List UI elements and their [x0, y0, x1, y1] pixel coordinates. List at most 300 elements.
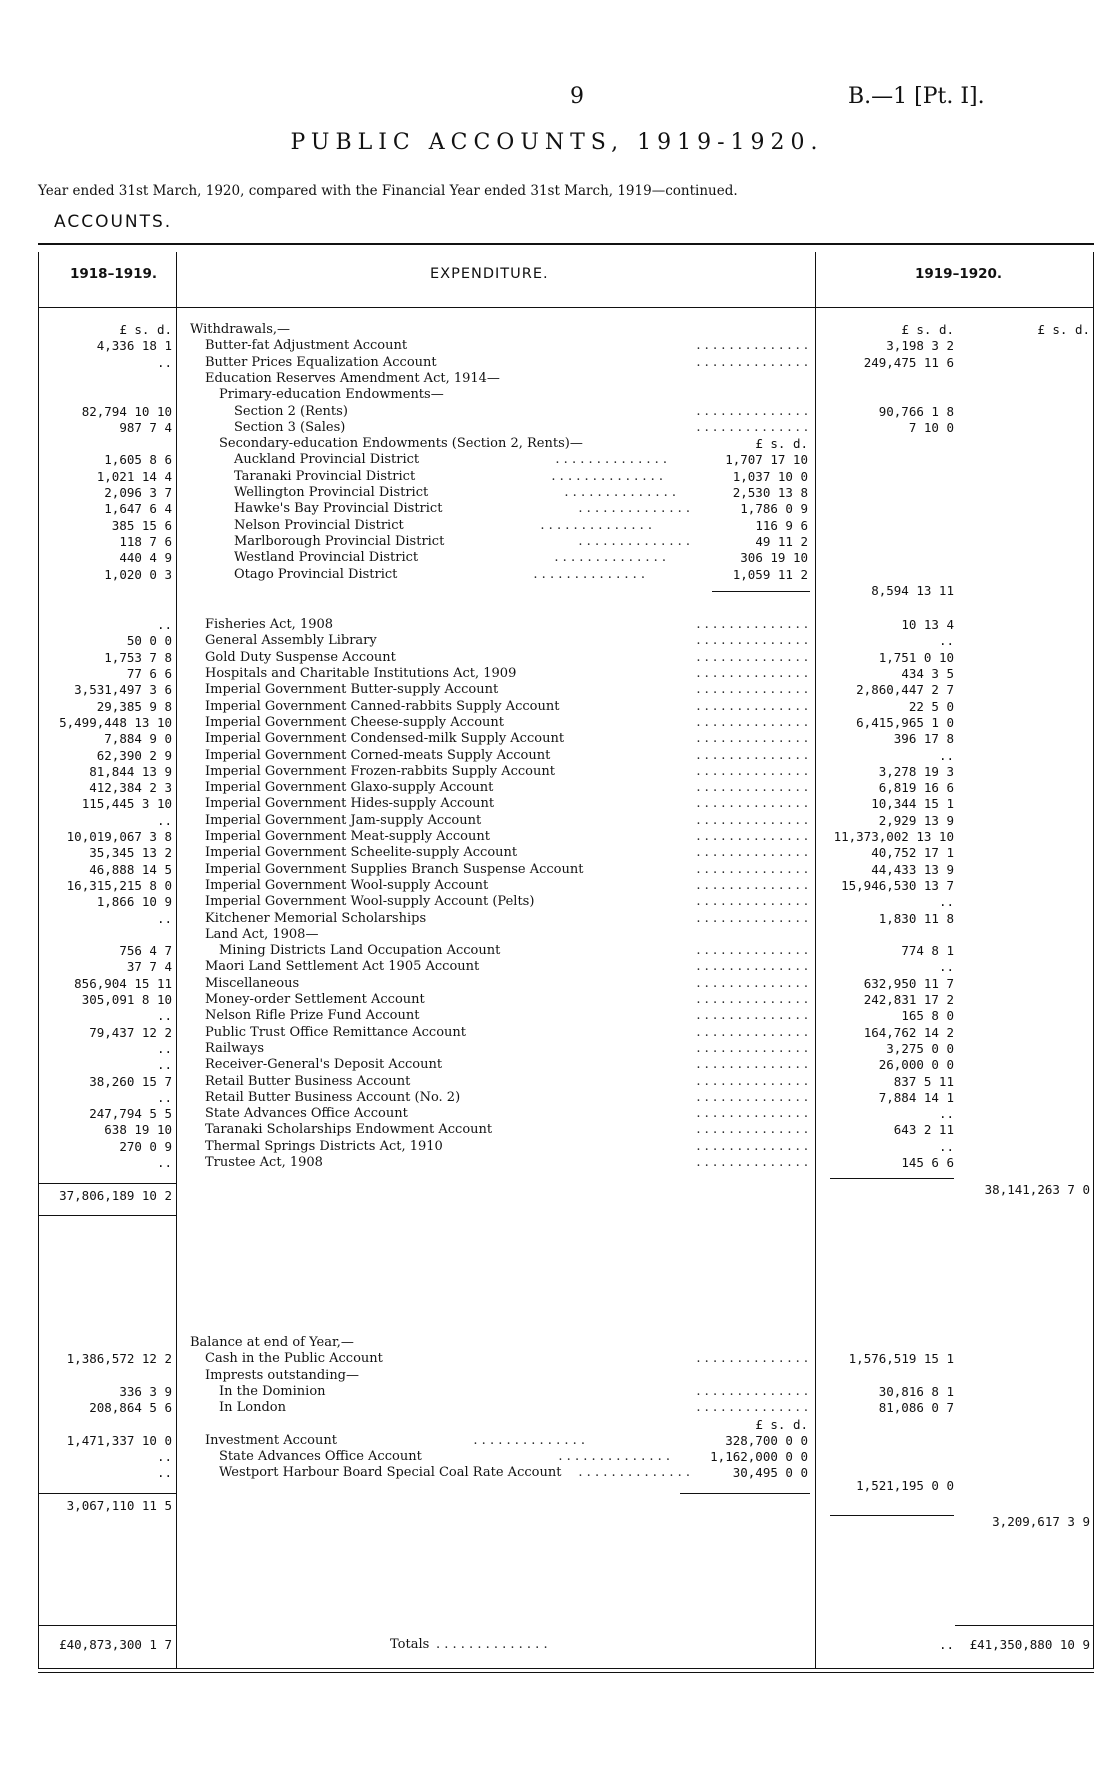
- amount-1918-1919: 81,844 13 9: [89, 763, 172, 779]
- amount-1919-1920: 774 8 1: [901, 943, 954, 959]
- amount-1918-1919: 856,904 15 11: [74, 975, 172, 991]
- withdrawals-total-row: [0, 1182, 1114, 1204]
- amount-1918-1919: 77 6 6: [126, 666, 172, 681]
- account-description: Taranaki Scholarships Endowment Account: [205, 1122, 493, 1138]
- sub-amount: 2,530 13 8: [732, 485, 808, 500]
- table-row: [0, 862, 1114, 878]
- table-row: [0, 878, 1114, 894]
- amount-1918-1919: 1,020 0 3: [104, 566, 172, 582]
- dot-leader: . . . . . . . . . . . . . .: [696, 845, 808, 861]
- amount-1918-1919: 115,445 3 10: [81, 796, 172, 812]
- amount-1919-1920: 3,275 0 0: [886, 1040, 954, 1056]
- amount-1918-1919: 1,647 6 4: [104, 501, 172, 517]
- dot-leader: . . . . . . . . . . . . . .: [696, 910, 808, 926]
- dot-leader: . . . . . . . . . . . . . .: [696, 617, 808, 633]
- account-description: Gold Duty Suspense Account: [205, 649, 396, 665]
- grand-total-1919-1920: £41,350,880 10 9: [969, 1637, 1090, 1652]
- table-row: [0, 813, 1114, 829]
- dot-leader: . . . . . . . . . . . . . .: [696, 714, 808, 730]
- amount-1919-1920: 10 13 4: [901, 617, 954, 633]
- amount-1919-1920: 90,766 1 8: [878, 403, 954, 419]
- table-row: [0, 1041, 1114, 1057]
- page-title: PUBLIC ACCOUNTS, 1919-1920.: [290, 130, 824, 155]
- table-row: [0, 387, 1114, 403]
- amount-1919-1920: 434 3 5: [901, 666, 954, 681]
- dot-leader: . . . . . . . . . . . . . .: [696, 666, 808, 681]
- table-row: [0, 1384, 1114, 1400]
- table-row: [0, 1368, 1114, 1384]
- table-row: [0, 617, 1114, 633]
- table-row: [0, 420, 1114, 436]
- subtotal-rule-secondary: [712, 591, 810, 592]
- amount-1919-1920: ..: [938, 747, 954, 763]
- account-description: Railways: [205, 1040, 265, 1056]
- account-description: Imperial Government Condensed-milk Supply Account: [205, 731, 565, 747]
- amount-1919-1920: 11,373,002 13 10: [833, 829, 954, 844]
- amount-1918-1919: 46,888 14 5: [89, 861, 172, 877]
- account-description: Retail Butter Business Account: [205, 1073, 411, 1089]
- table-row: [0, 601, 1114, 617]
- amount-1919-1920: 1,576,519 15 1: [848, 1351, 954, 1367]
- table-row: [0, 1417, 1114, 1433]
- account-description: Nelson Provincial District: [234, 517, 404, 533]
- amount-1919-1920: 396 17 8: [893, 731, 954, 747]
- column-header-1919-1920: 1919–1920.: [915, 266, 1003, 282]
- dot-leader: . . . . . . . . . . . . . .: [696, 1073, 808, 1089]
- grand-total-1918-1919: £40,873,300 1 7: [59, 1637, 172, 1652]
- account-description: Primary-education Endowments—: [219, 387, 444, 403]
- account-description: Butter Prices Equalization Account: [205, 354, 437, 370]
- table-row: [0, 534, 1114, 550]
- table-bottom-rule: [38, 1668, 1094, 1669]
- dot-leader: . . . . . . . . . . . . . .: [696, 992, 808, 1007]
- amount-1919-1920: 40,752 17 1: [871, 845, 954, 861]
- amount-1919-1920: 249,475 11 6: [863, 354, 954, 370]
- table-row: [0, 518, 1114, 534]
- amount-1918-1919: 82,794 10 10: [81, 403, 172, 419]
- amount-1918-1919: ..: [156, 617, 172, 633]
- amount-1919-1920: 7,884 14 1: [878, 1089, 954, 1105]
- dot-leader: . . . . . . . . . . . . . .: [578, 501, 690, 517]
- table-row: [0, 1139, 1114, 1155]
- amount-1919-1920: 165 8 0: [901, 1008, 954, 1024]
- dot-leader: . . . . . . . . . . . . . .: [696, 1089, 808, 1105]
- amount-1919-1920: 1,830 11 8: [878, 910, 954, 926]
- table-bottom-rule-double: [38, 1672, 1094, 1673]
- subtotal-rule-withdrawals-item: [830, 1178, 954, 1179]
- amount-1919-1920: 242,831 17 2: [863, 992, 954, 1007]
- amount-1918-1919: 638 19 10: [104, 1122, 172, 1138]
- account-description: Imperial Government Cheese-supply Account: [205, 714, 505, 730]
- table-row: [0, 338, 1114, 354]
- amount-1918-1919: 270 0 9: [119, 1138, 172, 1154]
- dot-leader: . . . . . . . . . . . . . .: [696, 682, 808, 698]
- amount-1918-1919: 385 15 6: [111, 517, 172, 533]
- account-description: Westland Provincial District: [234, 550, 419, 566]
- amount-1918-1919: 1,471,337 10 0: [66, 1432, 172, 1448]
- amount-1918-1919: 1,021 14 4: [96, 468, 172, 484]
- amount-1918-1919: 1,605 8 6: [104, 452, 172, 468]
- table-row: [0, 469, 1114, 485]
- account-description: Land Act, 1908—: [205, 926, 319, 942]
- sub-amount: £ s. d.: [755, 436, 808, 452]
- account-description: Imperial Government Hides-supply Account: [205, 796, 495, 812]
- dot-leader: . . . . . . . . . . . . . .: [554, 550, 666, 566]
- account-description: Trustee Act, 1908: [205, 1155, 323, 1170]
- amount-1918-1919: 987 7 4: [119, 419, 172, 435]
- dot-leader: . . . . . . . . . . . . . .: [696, 861, 808, 877]
- table-row: [0, 731, 1114, 747]
- table-row: [0, 992, 1114, 1008]
- account-description: Imperial Government Wool-supply Account (Pelts): [205, 894, 535, 910]
- amount-1918-1919: 37 7 4: [126, 959, 172, 975]
- dot-leader: . . . . . . . . . . . . . .: [696, 1106, 808, 1122]
- account-description: Imperial Government Jam-supply Account: [205, 812, 482, 828]
- table-row: [0, 666, 1114, 682]
- dot-leader: . . . . . . . . . . . . . .: [696, 403, 808, 419]
- account-description: Imperial Government Butter-supply Account: [205, 682, 499, 698]
- investment-total: 1,521,195 0 0: [856, 1478, 954, 1493]
- table-row: [0, 927, 1114, 943]
- amount-1918-1919: 2,096 3 7: [104, 485, 172, 500]
- dot-leader: . . . . . . . . . . . . . .: [696, 829, 808, 844]
- amount-1919-1920: ..: [938, 959, 954, 975]
- amount-1918-1919: 412,384 2 3: [89, 780, 172, 796]
- amount-1918-1919: 756 4 7: [119, 943, 172, 959]
- sub-amount: 1,786 0 9: [740, 501, 808, 517]
- dot-leader: . . . . . . . . . . . . . .: [555, 452, 667, 468]
- account-description: Education Reserves Amendment Act, 1914—: [205, 370, 500, 386]
- dot-leader: . . . . . . . . . . . . . .: [578, 533, 690, 549]
- dot-leader: . . . . . . . . . . . . . .: [696, 763, 808, 779]
- dot-leader: . . . . . . . . . . . . . .: [558, 1449, 670, 1465]
- account-description: Thermal Springs Districts Act, 1910: [205, 1138, 443, 1154]
- amount-1919-1920: ..: [938, 1106, 954, 1122]
- table-row: [0, 322, 1114, 338]
- account-description: Imprests outstanding—: [205, 1367, 360, 1383]
- table-row: [0, 485, 1114, 501]
- table-row: [0, 715, 1114, 731]
- amount-1918-1919: 4,336 18 1: [96, 338, 172, 354]
- dot-leader: . . . . . . . . . . . . . .: [696, 698, 808, 714]
- account-description: Hospitals and Charitable Institutions Act, 1909: [205, 666, 517, 681]
- table-row: [0, 1074, 1114, 1090]
- amount-1919-1920: 164,762 14 2: [863, 1024, 954, 1040]
- amount-1918-1919: 16,315,215 8 0: [66, 877, 172, 893]
- amount-1918-1919: 305,091 8 10: [81, 992, 172, 1007]
- sub-amount: 1,059 11 2: [732, 566, 808, 582]
- dot-leader: . . . . . . . . . . . . . .: [551, 468, 663, 484]
- column-header-1918-1919: 1918–1919.: [70, 266, 158, 282]
- dot-leader: . . . . . . . . . . . . . .: [696, 1383, 808, 1399]
- dot-leader: . . . . . . . . . . . . . .: [696, 1122, 808, 1138]
- amount-1918-1919: 35,345 13 2: [89, 845, 172, 861]
- dot-leader: . . . . . . . . . . . . . .: [696, 780, 808, 796]
- account-description: Imperial Government Meat-supply Account: [205, 829, 490, 844]
- page-number: 9: [570, 84, 584, 109]
- table-row: [0, 1025, 1114, 1041]
- sub-amount: 30,495 0 0: [732, 1465, 808, 1481]
- table-row: [0, 1400, 1114, 1416]
- account-description: State Advances Office Account: [219, 1449, 422, 1465]
- sub-amount: 1,707 17 10: [725, 452, 808, 468]
- table-row: [0, 452, 1114, 468]
- account-description: Imperial Government Corned-meats Supply Account: [205, 747, 551, 763]
- table-top-rule: [38, 243, 1094, 245]
- amount-1918-1919: ..: [156, 1057, 172, 1073]
- account-description: Imperial Government Frozen-rabbits Supply Account: [205, 763, 555, 779]
- table-row: [0, 1433, 1114, 1449]
- amount-1919-1920: 30,816 8 1: [878, 1383, 954, 1399]
- dot-leader: . . . . . . . . . . . . . .: [696, 1057, 808, 1073]
- account-description: In the Dominion: [219, 1383, 326, 1399]
- grand-total-label: Totals: [390, 1637, 430, 1652]
- amount-1918-1919: ..: [156, 354, 172, 370]
- account-description: Westport Harbour Board Special Coal Rate Account: [219, 1465, 562, 1481]
- table-row: [0, 404, 1114, 420]
- account-description: General Assembly Library: [205, 633, 377, 649]
- account-description: Butter-fat Adjustment Account: [205, 338, 408, 354]
- withdrawals-total-1918-1919: 37,806,189 10 2: [59, 1188, 172, 1203]
- grand-total-dot-leader: . . . . . . . . . . . . . .: [436, 1637, 548, 1652]
- amount-1919-1920: 1,751 0 10: [878, 649, 954, 665]
- table-row: [0, 436, 1114, 452]
- dot-leader: . . . . . . . . . . . . . .: [696, 1008, 808, 1024]
- dot-leader: . . . . . . . . . . . . . .: [533, 566, 645, 582]
- table-row: [0, 633, 1114, 649]
- amount-1919-1920: 3,278 19 3: [878, 763, 954, 779]
- amount-1918-1919: 62,390 2 9: [96, 747, 172, 763]
- account-description: In London: [219, 1400, 286, 1416]
- table-row: [0, 976, 1114, 992]
- amount-1919-1920: ..: [938, 1138, 954, 1154]
- amount-1919-1920: 837 5 11: [893, 1073, 954, 1089]
- amount-1919-1920: 8,594 13 11: [871, 582, 954, 598]
- account-description: Fisheries Act, 1908: [205, 617, 334, 633]
- table-row: [0, 682, 1114, 698]
- account-description: Balance at end of Year,—: [190, 1335, 354, 1350]
- dot-leader: . . . . . . . . . . . . . .: [696, 1400, 808, 1416]
- table-row: [0, 1449, 1114, 1465]
- amount-1919-1920: 632,950 11 7: [863, 975, 954, 991]
- dot-leader: . . . . . . . . . . . . . .: [473, 1432, 585, 1448]
- amount-1918-1919: 79,437 12 2: [89, 1024, 172, 1040]
- sub-amount: 328,700 0 0: [725, 1432, 808, 1448]
- amount-1918-1919: 336 3 9: [119, 1383, 172, 1399]
- dot-leader: . . . . . . . . . . . . . .: [696, 354, 808, 370]
- subtotal-rule-withdrawals-prev: [38, 1183, 176, 1184]
- grand-total-row: [0, 1637, 1114, 1653]
- amount-1918-1919: 208,864 5 6: [89, 1400, 172, 1416]
- dot-leader: . . . . . . . . . . . . . .: [696, 731, 808, 747]
- account-description: Hawke's Bay Provincial District: [234, 501, 443, 517]
- sub-amount: £ s. d.: [755, 1416, 808, 1432]
- dot-leader: . . . . . . . . . . . . . .: [696, 1351, 808, 1367]
- table-row: [0, 1122, 1114, 1138]
- account-description: Public Trust Office Remittance Account: [205, 1024, 467, 1040]
- subtotal-rule-grand-prev: [38, 1625, 176, 1626]
- table-row: [0, 764, 1114, 780]
- grand-total-item: ..: [938, 1637, 954, 1652]
- amount-1919-1920: ..: [938, 894, 954, 910]
- account-description: Section 2 (Rents): [234, 403, 348, 419]
- account-description: Investment Account: [205, 1432, 337, 1448]
- account-description: Cash in the Public Account: [205, 1351, 383, 1367]
- balance-total-row: [0, 1498, 1114, 1529]
- amount-1918-1919: 7,884 9 0: [104, 731, 172, 747]
- sub-amount: 116 9 6: [755, 517, 808, 533]
- account-description: Miscellaneous: [205, 975, 300, 991]
- amount-1918-1919: 440 4 9: [119, 550, 172, 566]
- table-row: [0, 748, 1114, 764]
- amount-1918-1919: ..: [156, 1449, 172, 1465]
- table-row: [0, 550, 1114, 566]
- account-description: Maori Land Settlement Act 1905 Account: [205, 959, 480, 975]
- amount-1918-1919: 1,386,572 12 2: [66, 1351, 172, 1367]
- total-1919-1920: £ s. d.: [1037, 322, 1090, 337]
- amount-1919-1920: 15,946,530 13 7: [841, 877, 954, 893]
- account-description: Taranaki Provincial District: [234, 468, 416, 484]
- amount-1918-1919: 247,794 5 5: [89, 1106, 172, 1122]
- subtotal-rule-grand-tot: [955, 1625, 1093, 1626]
- amount-1918-1919: 5,499,448 13 10: [59, 714, 172, 730]
- sub-amount: 306 19 10: [740, 550, 808, 566]
- table-row: [0, 780, 1114, 796]
- dot-leader: . . . . . . . . . . . . . .: [696, 975, 808, 991]
- account-description: Nelson Rifle Prize Fund Account: [205, 1008, 420, 1024]
- amount-1918-1919: ..: [156, 1089, 172, 1105]
- table-row: [0, 1351, 1114, 1367]
- amount-1918-1919: ..: [156, 812, 172, 828]
- dot-leader: . . . . . . . . . . . . . .: [696, 894, 808, 910]
- account-description: Retail Butter Business Account (No. 2): [205, 1089, 461, 1105]
- account-description: Imperial Government Scheelite-supply Account: [205, 845, 518, 861]
- dot-leader: . . . . . . . . . . . . . .: [578, 1465, 690, 1481]
- withdrawals-total-1919-1920: 38,141,263 7 0: [984, 1182, 1090, 1197]
- section-heading: ACCOUNTS.: [54, 212, 173, 232]
- table-row: [0, 959, 1114, 975]
- table-row: [0, 567, 1114, 583]
- subtotal-rule-withdrawals-prev-2: [38, 1215, 176, 1216]
- table-row: [0, 583, 1114, 599]
- table-row: [0, 1155, 1114, 1171]
- amount-1918-1919: 118 7 6: [119, 533, 172, 549]
- amount-1919-1920: 145 6 6: [901, 1155, 954, 1170]
- table-row: [0, 894, 1114, 910]
- sub-amount: 1,162,000 0 0: [710, 1449, 808, 1465]
- amount-1919-1920: 22 5 0: [908, 698, 954, 714]
- dot-leader: . . . . . . . . . . . . . .: [696, 943, 808, 959]
- amount-1918-1919: 38,260 15 7: [89, 1073, 172, 1089]
- table-row: [0, 1335, 1114, 1351]
- dot-leader: . . . . . . . . . . . . . .: [540, 517, 652, 533]
- table-row: [0, 845, 1114, 861]
- sub-amount: 49 11 2: [755, 533, 808, 549]
- dot-leader: . . . . . . . . . . . . . .: [696, 1138, 808, 1154]
- amount-1918-1919: ..: [156, 1040, 172, 1056]
- amount-1918-1919: 29,385 9 8: [96, 698, 172, 714]
- account-description: Money-order Settlement Account: [205, 992, 425, 1007]
- dot-leader: . . . . . . . . . . . . . .: [696, 877, 808, 893]
- investment-total-row: [0, 1478, 1114, 1494]
- amount-1918-1919: ..: [156, 910, 172, 926]
- column-header-expenditure: EXPENDITURE.: [430, 266, 549, 282]
- dot-leader: . . . . . . . . . . . . . .: [696, 338, 808, 354]
- amount-1919-1920: 81,086 0 7: [878, 1400, 954, 1416]
- dot-leader: . . . . . . . . . . . . . .: [564, 485, 676, 500]
- table-row: [0, 1090, 1114, 1106]
- document-reference: B.—1 [Pt. I].: [848, 84, 985, 109]
- amount-1918-1919: ..: [156, 1465, 172, 1481]
- amount-1919-1920: 643 2 11: [893, 1122, 954, 1138]
- page-subtitle: Year ended 31st March, 1920, compared with the Financial Year ended 31st March, 1919—continued.: [38, 183, 738, 199]
- account-description: Withdrawals,—: [190, 322, 291, 337]
- account-description: Imperial Government Supplies Branch Suspense Account: [205, 861, 584, 877]
- table-row: [0, 650, 1114, 666]
- dot-leader: . . . . . . . . . . . . . .: [696, 1155, 808, 1170]
- account-description: Receiver-General's Deposit Account: [205, 1057, 443, 1073]
- amount-1918-1919: £ s. d.: [119, 322, 172, 337]
- subtotal-rule-balance-item: [830, 1515, 954, 1516]
- dot-leader: . . . . . . . . . . . . . .: [696, 1040, 808, 1056]
- sub-amount: 1,037 10 0: [732, 468, 808, 484]
- amount-1919-1920: 44,433 13 9: [871, 861, 954, 877]
- dot-leader: . . . . . . . . . . . . . .: [696, 959, 808, 975]
- amount-1919-1920: 7 10 0: [908, 419, 954, 435]
- amount-1919-1920: 6,819 16 6: [878, 780, 954, 796]
- table-row: [0, 829, 1114, 845]
- account-description: Otago Provincial District: [234, 566, 398, 582]
- account-description: Wellington Provincial District: [234, 485, 429, 500]
- account-description: Kitchener Memorial Scholarships: [205, 910, 427, 926]
- account-description: Mining Districts Land Occupation Account: [219, 943, 501, 959]
- balance-total-1919-1920: 3,209,617 3 9: [992, 1514, 1090, 1529]
- table-row: [0, 699, 1114, 715]
- table-row: [0, 355, 1114, 371]
- account-description: Section 3 (Sales): [234, 419, 346, 435]
- amount-1918-1919: 10,019,067 3 8: [66, 829, 172, 844]
- amount-1918-1919: 50 0 0: [126, 633, 172, 649]
- amount-1919-1920: £ s. d.: [901, 322, 954, 337]
- table-row: [0, 1057, 1114, 1073]
- table-header-rule: [38, 307, 1094, 308]
- amount-1919-1920: 2,929 13 9: [878, 812, 954, 828]
- amount-1918-1919: 1,753 7 8: [104, 649, 172, 665]
- amount-1919-1920: ..: [938, 633, 954, 649]
- table-row: [0, 796, 1114, 812]
- dot-leader: . . . . . . . . . . . . . .: [696, 796, 808, 812]
- account-description: Imperial Government Wool-supply Account: [205, 877, 489, 893]
- table-row: [0, 1106, 1114, 1122]
- dot-leader: . . . . . . . . . . . . . .: [696, 649, 808, 665]
- amount-1919-1920: 6,415,965 1 0: [856, 714, 954, 730]
- dot-leader: . . . . . . . . . . . . . .: [696, 812, 808, 828]
- amount-1918-1919: ..: [156, 1008, 172, 1024]
- amount-1918-1919: ..: [156, 1155, 172, 1170]
- amount-1919-1920: 3,198 3 2: [886, 338, 954, 354]
- account-description: State Advances Office Account: [205, 1106, 408, 1122]
- table-row: [0, 371, 1114, 387]
- amount-1919-1920: 26,000 0 0: [878, 1057, 954, 1073]
- table-row: [0, 943, 1114, 959]
- amount-1918-1919: 3,531,497 3 6: [74, 682, 172, 698]
- table-row: [0, 911, 1114, 927]
- dot-leader: . . . . . . . . . . . . . .: [696, 1024, 808, 1040]
- table-row: [0, 1008, 1114, 1024]
- table-row: [0, 501, 1114, 517]
- dot-leader: . . . . . . . . . . . . . .: [696, 747, 808, 763]
- amount-1919-1920: 10,344 15 1: [871, 796, 954, 812]
